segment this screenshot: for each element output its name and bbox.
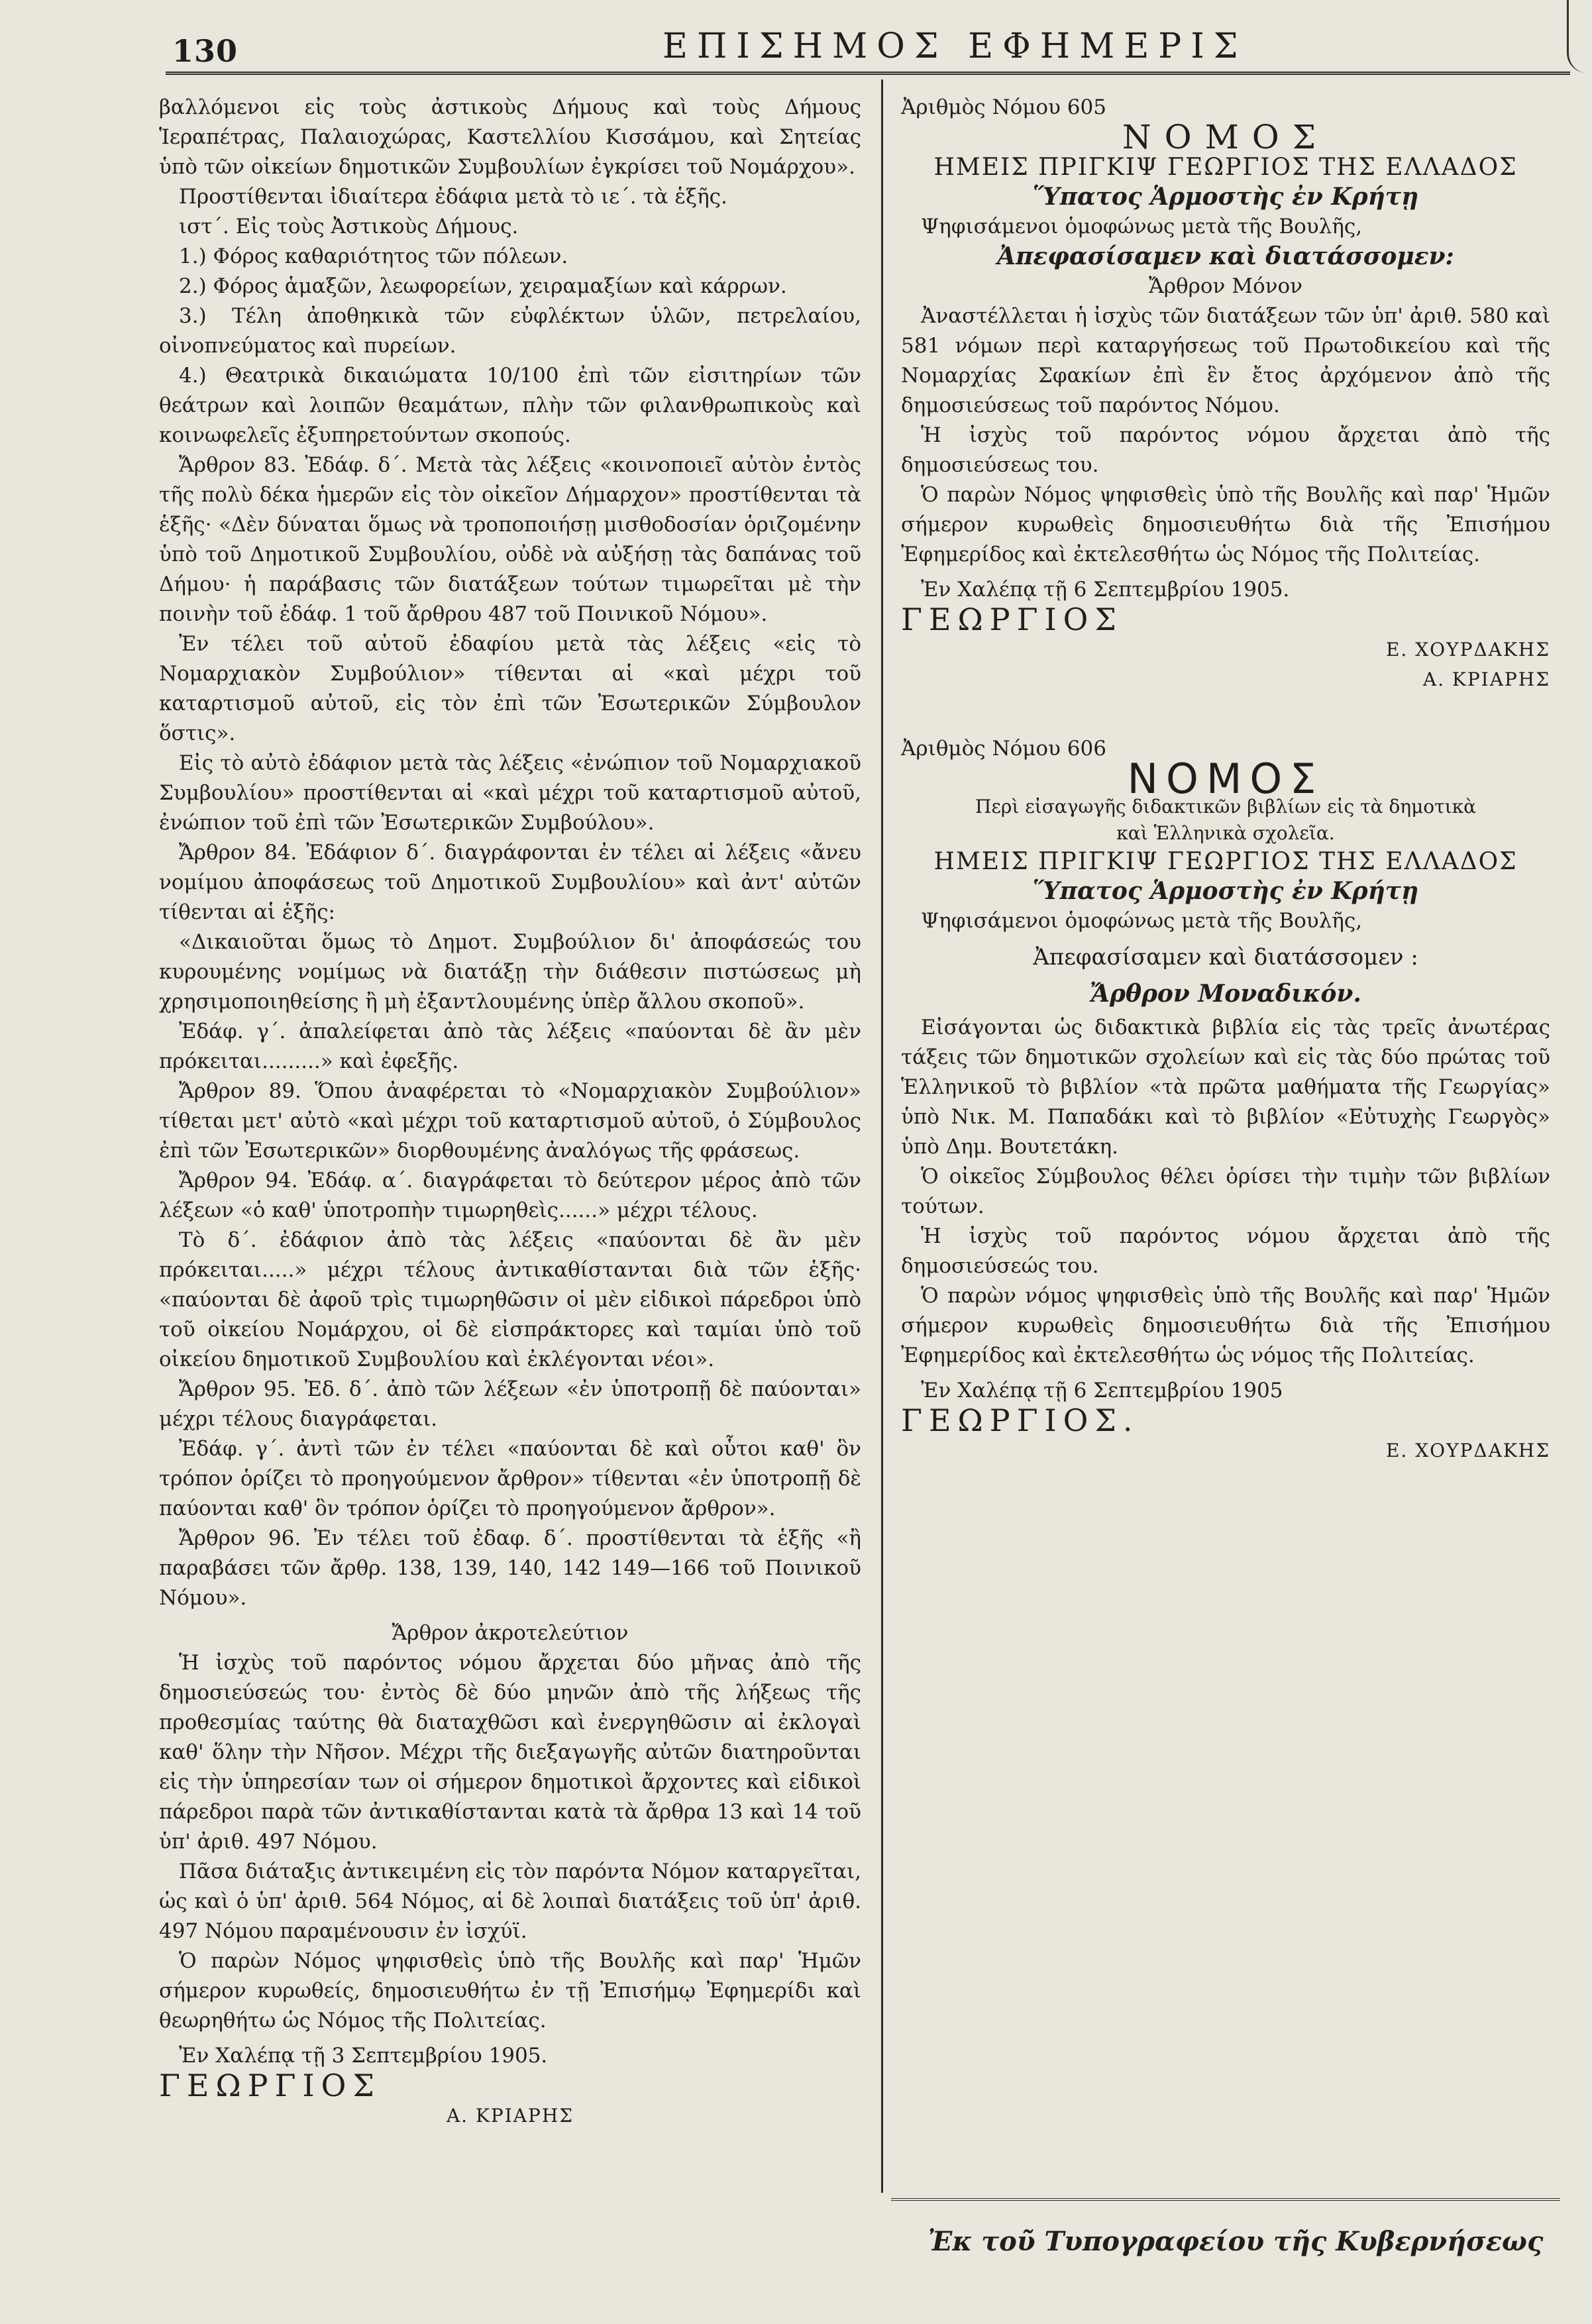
paragraph: Ἡ ἰσχὺς τοῦ παρόντος νόμου ἄρχεται ἀπὸ τῆς δημοσιεύσεώς του. bbox=[901, 1224, 1550, 1278]
signature: ΓΕΩΡΓΙΟΣ. bbox=[901, 1402, 1140, 1438]
paragraph: Εἰσάγονται ὡς διδακτικὰ βιβλία εἰς τὰς τρεῖς ἀνωτέρας τάξεις τῶν δημοτικῶν σχολείων καὶ εἰς τὰς δύο πρώτας τοῦ Ἑλληνικοῦ τὸ βιβλίον «τὰ πρῶτα μαθήματα τῆς Γεωργίας» ὑπὸ Νικ. Μ. Παπαδάκι καὶ τὸ βιβλίον «Εὐτυχὴς Γεωργὸς» ὑπὸ Δημ. Βουτετάκη. bbox=[901, 1016, 1550, 1159]
column-divider bbox=[881, 79, 883, 2193]
prince-heading: ΗΜΕΙΣ ΠΡΙΓΚΙΨ ΓΕΩΡΓΙΟΣ ΤΗΣ ΕΛΛΑΔΟΣ bbox=[933, 848, 1518, 875]
office-heading: Ὕπατος Ἁρμοστὴς ἐν Κρήτῃ bbox=[1032, 183, 1419, 211]
paragraph: Ὁ παρὼν νόμος ψηφισθεὶς ὑπὸ τῆς Βουλῆς καὶ παρ' Ἡμῶν σήμερον κυρωθεὶς δημοσιευθήτω διὰ τῆς Ἐπισήμου Ἐφημερίδος καὶ ἐκτελεσθήτω ὡς νόμος τῆς Πολιτείας. bbox=[901, 1284, 1550, 1367]
law-number-label: Ἀριθμὸς Νόμου 605 bbox=[901, 95, 1106, 119]
paragraph: «Δικαιοῦται ὅμως τὸ Δημοτ. Συμβούλιον δι' ἀποφάσεώς του κυρουμένης νομίμως νὰ διατάξῃ τὴν διάθεσιν πιστώσεως μὴ χρησιμοποιηθείσης ἢ μὴ ἐξαντλουμένης ὑπὲρ ἄλλου σκοποῦ». bbox=[159, 930, 861, 1014]
paragraph: Ἄρθρον 96. Ἐν τέλει τοῦ ἐδαφ. δ΄. προστίθενται τὰ ἑξῆς «ἢ παραβάσει τῶν ἄρθρ. 138, 139, 140, 142 149—166 τοῦ Ποινικοῦ Νόμου». bbox=[159, 1526, 861, 1610]
law-title: ΝΟΜΟΣ bbox=[1122, 118, 1330, 156]
paragraph: 2.) Φόρος ἁμαξῶν, λεωφορείων, χειραμαξίων καὶ κάρρων. bbox=[179, 274, 787, 298]
page-number: 130 bbox=[172, 33, 239, 69]
paragraph: Ἐδάφ. γ΄. ἀντὶ τῶν ἐν τέλει «παύονται δὲ καὶ οὗτοι καθ' ὃν τρόπον ὁρίζει τὸ προηγούμενον ἄρθρον» τίθενται «ἐν ὑποτροπῇ δὲ παύονται καθ' ὃν τρόπον ὁρίζει τὸ προηγούμενον ἄρθρον». bbox=[159, 1437, 861, 1520]
paragraph: ιστ΄. Εἰς τοὺς Ἀστικοὺς Δήμους. bbox=[179, 215, 519, 238]
date-line: Ἐν Χαλέπᾳ τῇ 3 Σεπτεμβρίου 1905. bbox=[179, 2044, 548, 2068]
right-column bbox=[901, 93, 1550, 1465]
date-line: Ἐν Χαλέπᾳ τῇ 6 Σεπτεμβρίου 1905 bbox=[921, 1379, 1283, 1402]
paragraph: Ἄρθρον 89. Ὅπου ἀναφέρεται τὸ «Νομαρχιακὸν Συμβούλιον» τίθεται μετ' αὐτὸ «καὶ μέχρι τοῦ καταρτισμοῦ αὐτοῦ, ὁ Σύμβουλος ἐπὶ τῶν Ἐσωτερικῶν» διορθουμένης ἀναλόγως τῆς φράσεως. bbox=[159, 1079, 861, 1163]
page-header bbox=[0, 0, 1592, 73]
left-column bbox=[159, 93, 861, 2131]
prince-heading: ΗΜΕΙΣ ΠΡΙΓΚΙΨ ΓΕΩΡΓΙΟΣ ΤΗΣ ΕΛΛΑΔΟΣ bbox=[933, 154, 1518, 181]
paragraph: Ὁ παρὼν Νόμος ψηφισθεὶς ὑπὸ τῆς Βουλῆς καὶ παρ' Ἡμῶν σήμερον κυρωθεὶς δημοσιευθήτω διὰ τῆς Ἐπισήμου Ἐφημερίδος καὶ ἐκτελεσθήτω ὡς Νόμος τῆς Πολιτείας. bbox=[901, 483, 1550, 566]
voted-line: Ψηφισάμενοι ὁμοφώνως μετὰ τῆς Βουλῆς, bbox=[921, 909, 1363, 933]
article-heading: Ἄρθρον Μόνον bbox=[1149, 274, 1302, 298]
paragraph: 3.) Τέλη ἀποθηκικὰ τῶν εὐφλέκτων ὑλῶν, πετρελαίου, οἰνοπνεύματος καὶ πυρείων. bbox=[159, 304, 861, 358]
paragraph: Προστίθενται ἰδιαίτερα ἐδάφια μετὰ τὸ ιε΄. τὰ ἑξῆς. bbox=[179, 185, 727, 209]
law-subtitle: καὶ Ἑλληνικὰ σχολεῖα. bbox=[1116, 822, 1335, 844]
signature: ΓΕΩΡΓΙΟΣ bbox=[901, 602, 1123, 637]
decree-line: Ἀπεφασίσαμεν καὶ διατάσσομεν : bbox=[1033, 944, 1418, 971]
paragraph: Ἄρθρον 83. Ἐδάφ. δ΄. Μετὰ τὰς λέξεις «κοινοποιεῖ αὐτὸν ἐντὸς τῆς πολὺ δέκα ἡμερῶν εἰς τὸν οἰκεῖον Δήμαρχον» προστίθενται τὰ ἑξῆς· «Δὲν δύναται ὅμως νὰ τροποποιήσῃ μισθοδοσίαν ὁριζομένην ὑπὸ τοῦ Δημοτικοῦ Συμβουλίου, οὐδὲ νὰ αὐξήσῃ τὰς δαπάνας τοῦ Δήμου· ἡ παράβασις τῶν διατάξεων τούτων τιμωρεῖται μὲ τὴν ποινὴν τοῦ ἐδάφ. 1 τοῦ ἄρθρου 487 τοῦ Ποινικοῦ Νόμου». bbox=[159, 453, 861, 626]
paragraph: Ὁ παρὼν Νόμος ψηφισθεὶς ὑπὸ τῆς Βουλῆς καὶ παρ' Ἡμῶν σήμερον κυρωθείς, δημοσιευθήτω ἐν τῇ Ἐπισήμῳ Ἐφημερίδι καὶ θεωρηθήτω ὡς Νόμος τῆς Πολιτείας. bbox=[159, 1949, 861, 2033]
law-number-label: Ἀριθμὸς Νόμου 606 bbox=[901, 737, 1106, 761]
paragraph: Ἐν τέλει τοῦ αὐτοῦ ἐδαφίου μετὰ τὰς λέξεις «εἰς τὸ Νομαρχιακὸν Συμβούλιον» τίθενται αἱ «καὶ μέχρι τοῦ καταρτισμοῦ αὐτοῦ, εἰς τὸν ἐπὶ τῶν Ἐσωτερικῶν Σύμβουλον ὅστις». bbox=[159, 632, 861, 745]
paragraph: Ἡ ἰσχὺς τοῦ παρόντος νόμου ἄρχεται ἀπὸ τῆς δημοσιεύσεως του. bbox=[901, 423, 1550, 477]
printer-imprint: Ἐκ τοῦ Τυπογραφείου τῆς Κυβερνήσεως bbox=[928, 2226, 1544, 2257]
office-heading: Ὕπατος Ἁρμοστὴς ἐν Κρήτῃ bbox=[1032, 877, 1419, 905]
minister-signature: Α. ΚΡΙΑΡΗΣ bbox=[446, 2105, 574, 2127]
paragraph: Εἰς τὸ αὐτὸ ἐδάφιον μετὰ τὰς λέξεις «ἐνώπιον τοῦ Νομαρχιακοῦ Συμβουλίου» προστίθενται αἱ «καὶ μέχρι τοῦ καταρτισμοῦ αὐτοῦ, ἐνώπιον τοῦ ἐπὶ τῶν Ἐσωτερικῶν Συμβούλου». bbox=[159, 751, 861, 835]
date-line: Ἐν Χαλέπᾳ τῇ 6 Σεπτεμβρίου 1905. bbox=[921, 578, 1290, 602]
paragraph: Ἀναστέλλεται ἡ ἰσχὺς τῶν διατάξεων τῶν ὑπ' ἀριθ. 580 καὶ 581 νόμων περὶ καταργήσεως τοῦ Πρωτοδικείου καὶ τῆς Νομαρχίας Σφακίων ἐπὶ ἓν ἔτος ἀρχόμενον ἀπὸ τῆς δημοσιεύσεως τοῦ παρόντος Νόμου. bbox=[901, 304, 1550, 417]
paragraph: Ἄρθρον 84. Ἐδάφιον δ΄. διαγράφονται ἐν τέλει αἱ λέξεις «ἄνευ νομίμου ἀποφάσεως τοῦ Δημοτικοῦ Συμβουλίου» καὶ ἀντ' αὐτῶν τίθενται αἱ ἑξῆς: bbox=[159, 841, 861, 924]
article-heading: Ἄρθρον Μοναδικόν. bbox=[1090, 980, 1361, 1008]
paragraph: βαλλόμενοι εἰς τοὺς ἀστικοὺς Δήμους καὶ τοὺς Δήμους Ἱεραπέτρας, Παλαιοχώρας, Καστελλίου Κισσάμου, καὶ Σητείας ὑπὸ τῶν οἰκείων δημοτικῶν Συμβουλίων ἐγκρίσει τοῦ Νομάρχου». bbox=[159, 95, 861, 179]
journal-title: ΕΠΙΣΗΜΟΣ ΕΦΗΜΕΡΙΣ bbox=[663, 26, 1247, 66]
minister-signature: Ε. ΧΟΥΡΔΑΚΗΣ bbox=[1385, 639, 1550, 660]
paragraph: 4.) Θεατρικὰ δικαιώματα 10/100 ἐπὶ τῶν εἰσιτηρίων τῶν θεάτρων καὶ λοιπῶν θεαμάτων, πλὴν τῶν φιλανθρωπικοὺς καὶ κοινωφελεῖς ἐξυπηρετούντων σκοπούς. bbox=[159, 364, 861, 447]
voted-line: Ψηφισάμενοι ὁμοφώνως μετὰ τῆς Βουλῆς, bbox=[921, 215, 1363, 238]
paragraph: Ἡ ἰσχὺς τοῦ παρόντος νόμου ἄρχεται δύο μῆνας ἀπὸ τῆς δημοσιεύσεώς του· ἐντὸς δὲ δύο μηνῶν ἀπὸ τῆς λήξεως τῆς προθεσμίας ταύτης θὰ διαταχθῶσι καὶ ἐνεργηθῶσιν αἱ ἐκλογαὶ καθ' ὅλην τὴν Νῆσον. Μέχρι τῆς διεξαγωγῆς αὐτῶν διατηροῦνται εἰς τὴν ὑπηρεσίαν των οἱ σήμερον δημοτικοὶ ἄρχοντες καὶ εἰδικοὶ πάρεδροι παρὰ τῶν ἀντικαθίστανται κατὰ τὰ ἄρθρα 13 καὶ 14 τοῦ ὑπ' ἀριθ. 497 Νόμου. bbox=[159, 1651, 861, 1854]
minister-signature: Α. ΚΡΙΑΡΗΣ bbox=[1422, 668, 1550, 690]
header-rule bbox=[166, 72, 1570, 75]
final-article-heading: Ἄρθρον ἀκροτελεύτιον bbox=[392, 1621, 629, 1645]
paragraph: 1.) Φόρος καθαριότητος τῶν πόλεων. bbox=[179, 244, 568, 268]
law-subtitle: Περὶ εἰσαγωγῆς διδακτικῶν βιβλίων εἰς τὰ δημοτικὰ bbox=[975, 796, 1476, 818]
minister-signature: Ε. ΧΟΥΡΔΑΚΗΣ bbox=[1385, 1440, 1550, 1461]
paragraph: Τὸ δ΄. ἐδάφιον ἀπὸ τὰς λέξεις «παύονται δὲ ἂν μὲν πρόκειται.....» μέχρι τέλους ἀντικαθίστανται διὰ τῶν ἑξῆς· «παύονται δὲ ἀφοῦ τρὶς τιμωρηθῶσιν οἱ μὲν εἰδικοὶ πάρεδροι ὑπὸ τοῦ οἰκείου Νομάρχου, οἱ δὲ εἰσπράκτορες καὶ ταμίαι ὑπὸ τοῦ οἰκείου δημοτικοῦ Συμβουλίου καὶ ἐκλέγονται νέοι». bbox=[159, 1228, 861, 1371]
decree-line: Ἀπεφασίσαμεν καὶ διατάσσομεν: bbox=[997, 242, 1454, 270]
paragraph: Ἄρθρον 94. Ἐδάφ. α΄. διαγράφεται τὸ δεύτερον μέρος ἀπὸ τῶν λέξεων «ὁ καθ' ὑποτροπὴν τιμωρηθεὶς......» μέχρι τέλους. bbox=[159, 1169, 861, 1222]
paragraph: Ἐδάφ. γ΄. ἀπαλείφεται ἀπὸ τὰς λέξεις «παύονται δὲ ἂν μὲν πρόκειται.........» καὶ ἐφεξῆς. bbox=[159, 1020, 861, 1073]
paragraph: Ἄρθρον 95. Ἐδ. δ΄. ἀπὸ τῶν λέξεων «ἐν ὑποτροπῇ δὲ παύονται» μέχρι τέλους διαγράφεται. bbox=[159, 1377, 861, 1431]
paragraph: Ὁ οἰκεῖος Σύμβουλος θέλει ὁρίσει τὴν τιμὴν τῶν βιβλίων τούτων. bbox=[901, 1165, 1550, 1218]
footer-rule bbox=[891, 2198, 1560, 2201]
binding-edge bbox=[1567, 0, 1592, 73]
paragraph: Πᾶσα διάταξις ἀντικειμένη εἰς τὸν παρόντα Νόμον καταργεῖται, ὡς καὶ ὁ ὑπ' ἀριθ. 564 Νόμος, αἱ δὲ λοιπαὶ διατάξεις τοῦ ὑπ' ἀριθ. 497 Νόμου παραμένουσιν ἐν ἰσχύϊ. bbox=[159, 1860, 861, 1943]
law-title: ΝΟΜΟΣ bbox=[1127, 755, 1324, 803]
signature: ΓΕΩΡΓΙΟΣ bbox=[159, 2068, 381, 2103]
